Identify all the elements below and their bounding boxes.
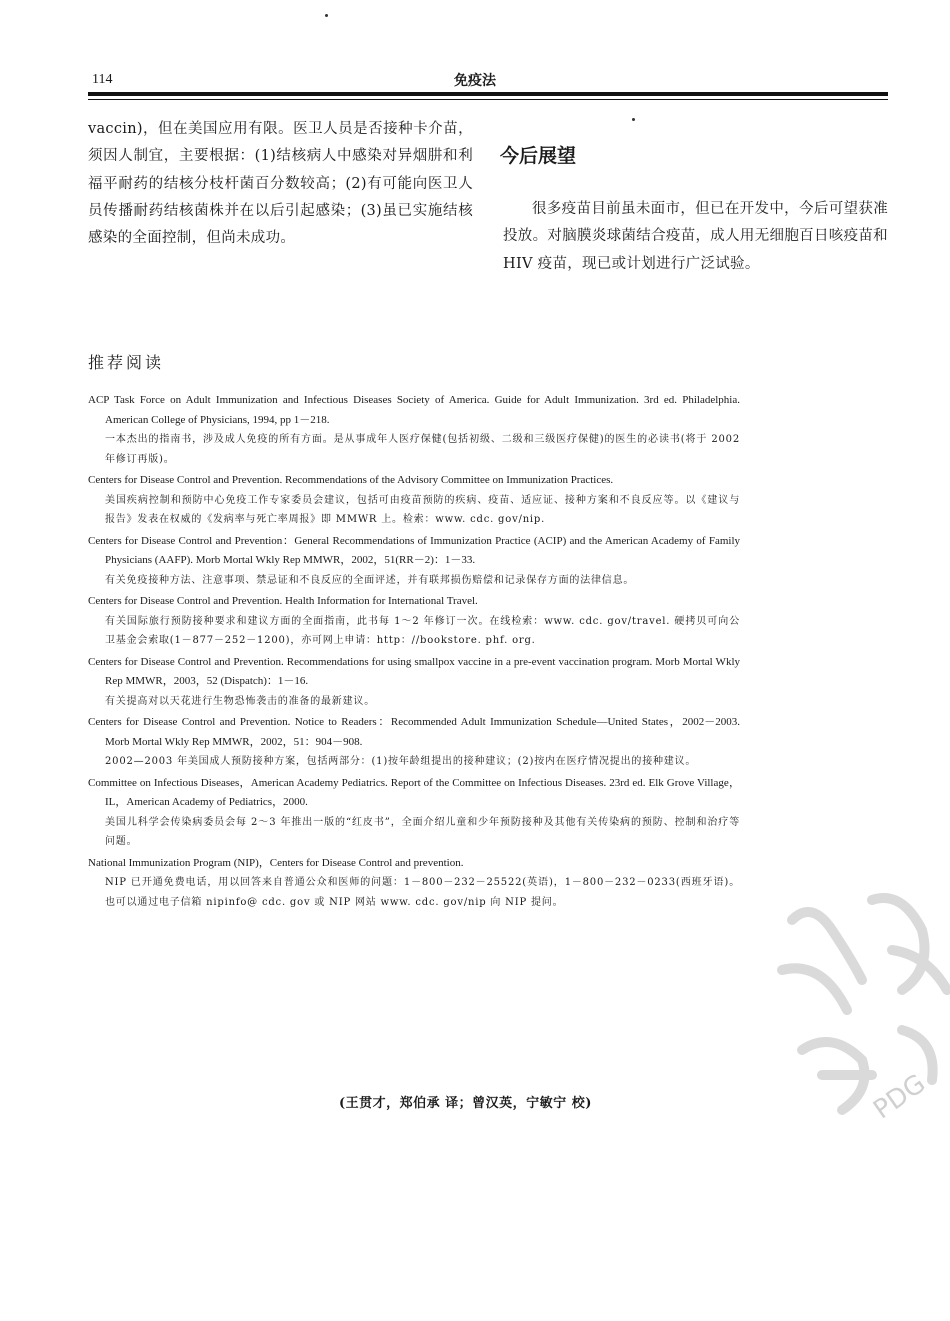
header-rule-thick — [88, 92, 888, 96]
reference-entry — [88, 592, 740, 651]
reference-entry — [88, 653, 740, 712]
reference-citation: Centers for Disease Control and Prevention. Health Information for International Travel. — [88, 595, 478, 607]
reference-entry — [88, 774, 740, 852]
reference-citation: Centers for Disease Control and Prevention：General Recommendations of Immunization Practice (ACIP) and the American Academy of Family Physicians (AAFP). Morb Mortal Wkly Rep MMWR，2002，51(RR－2)：1－33. — [88, 534, 740, 566]
reference-entry — [88, 391, 740, 469]
reference-citation: Centers for Disease Control and Prevention. Recommendations of the Advisory Committee on Immunization Practices. — [88, 474, 614, 486]
reference-citation: Centers for Disease Control and Prevention. Recommendations for using smallpox vaccine in a pre-event vaccination program. Morb Mortal Wkly Rep MMWR，2003，52 (Dispatch)：1－16. — [88, 655, 740, 687]
page-number: 114 — [92, 72, 113, 87]
outlook-paragraph: 很多疫苗目前虽未面市，但已在开发中，今后可望获准投放。对脑膜炎球菌结合疫苗，成人用无细胞百日咳疫苗和 HIV 疫苗，现已或计划进行广泛试验。 — [503, 201, 888, 272]
reference-citation: Centers for Disease Control and Prevention. Notice to Readers：Recommended Adult Immunization Schedule—United States，2002－2003. Morb Mortal Wkly Rep MMWR，2002，51：904－908. — [88, 716, 740, 748]
header-rule-thin — [88, 99, 888, 100]
reference-citation: ACP Task Force on Adult Immunization and Infectious Diseases Society of America. Guide for Adult Immunization. 3rd ed. Philadelphia. American College of Physicians, 1994, pp 1－218. — [88, 394, 740, 426]
left-column — [88, 116, 473, 252]
running-title: 免疫法 — [454, 73, 496, 89]
reference-citation: Committee on Infectious Diseases，American Academy Pediatrics. Report of the Committee on Infectious Diseases. 23rd ed. Elk Grove Village，IL，American Academy of Pediatrics，2000. — [88, 776, 740, 808]
reference-citation: National Immunization Program (NIP)，Centers for Disease Control and prevention. — [88, 856, 464, 869]
reading-heading: 推荐阅读 — [88, 353, 165, 372]
reference-entry — [88, 854, 740, 913]
reference-annotation: NIP 已开通免费电话，用以回答来自普通公众和医师的问题：1－800－232－25522(英语)，1－800－232－0233(西班牙语)。也可以通过电子信箱 nipinfo@ cdc. gov 或 NIP 网站 www. cdc. gov/nip 向 NIP 提问。 — [105, 877, 740, 908]
left-paragraph: vaccin)，但在美国应用有限。医卫人员是否接种卡介苗，须因人制宜，主要根据：(1)结核病人中感染对异烟肼和利福平耐药的结核分枝杆菌百分数较高；(2)有可能向医卫人员传播耐药结核菌株并在以后引起感染；(3)虽已实施结核感染的全面控制，但尚未成功。 — [88, 121, 473, 247]
reference-entry — [88, 713, 740, 772]
reference-annotation: 2002—2003 年美国成人预防接种方案，包括两部分：(1)按年龄组提出的接种建议；(2)按内在医疗情况提出的接种建议。 — [105, 756, 697, 767]
reference-annotation: 有关提高对以天花进行生物恐怖袭击的准备的最新建议。 — [105, 695, 375, 707]
scan-dot — [325, 14, 328, 17]
translator-credits: (王贯才，郑伯承 译；曾汉英，宁敏宁 校) — [339, 1096, 592, 1111]
watermark-seal — [752, 860, 950, 1160]
scan-dot — [632, 118, 635, 121]
reference-annotation: 美国疾病控制和预防中心免疫工作专家委员会建议，包括可由疫苗预防的疾病、疫苗、适应证、接种方案和不良反应等。以《建议与报告》发表在权威的《发病率与死亡率周报》即 MMWR 上。检索：www. cdc. gov/nip. — [105, 494, 740, 525]
reference-entry — [88, 532, 740, 591]
reference-annotation: 有关国际旅行预防接种要求和建议方面的全面指南，此书每 1～2 年修订一次。在线检索：www. cdc. gov/travel. 硬拷贝可向公卫基金会索取(1－877－252－1200)，亦可网上申请：http：//bookstore. phf. org. — [105, 615, 740, 646]
reference-entry — [88, 471, 740, 530]
reference-annotation: 美国儿科学会传染病委员会每 2～3 年推出一版的“红皮书”，全面介绍儿童和少年预防接种及其他有关传染病的预防、控制和治疗等问题。 — [105, 816, 740, 847]
right-column — [503, 196, 888, 278]
watermark-text: PDG — [868, 1068, 932, 1126]
references-list — [88, 391, 740, 914]
outlook-heading: 今后展望 — [500, 145, 577, 167]
reference-annotation: 一本杰出的指南书，涉及成人免疫的所有方面。是从事成年人医疗保健(包括初级、二级和三级医疗保健)的医生的必读书(将于 2002 年修订再版)。 — [105, 434, 740, 465]
reference-annotation: 有关免疫接种方法、注意事项、禁忌证和不良反应的全面评述，并有联邦损伤赔偿和记录保存方面的法律信息。 — [105, 574, 635, 586]
